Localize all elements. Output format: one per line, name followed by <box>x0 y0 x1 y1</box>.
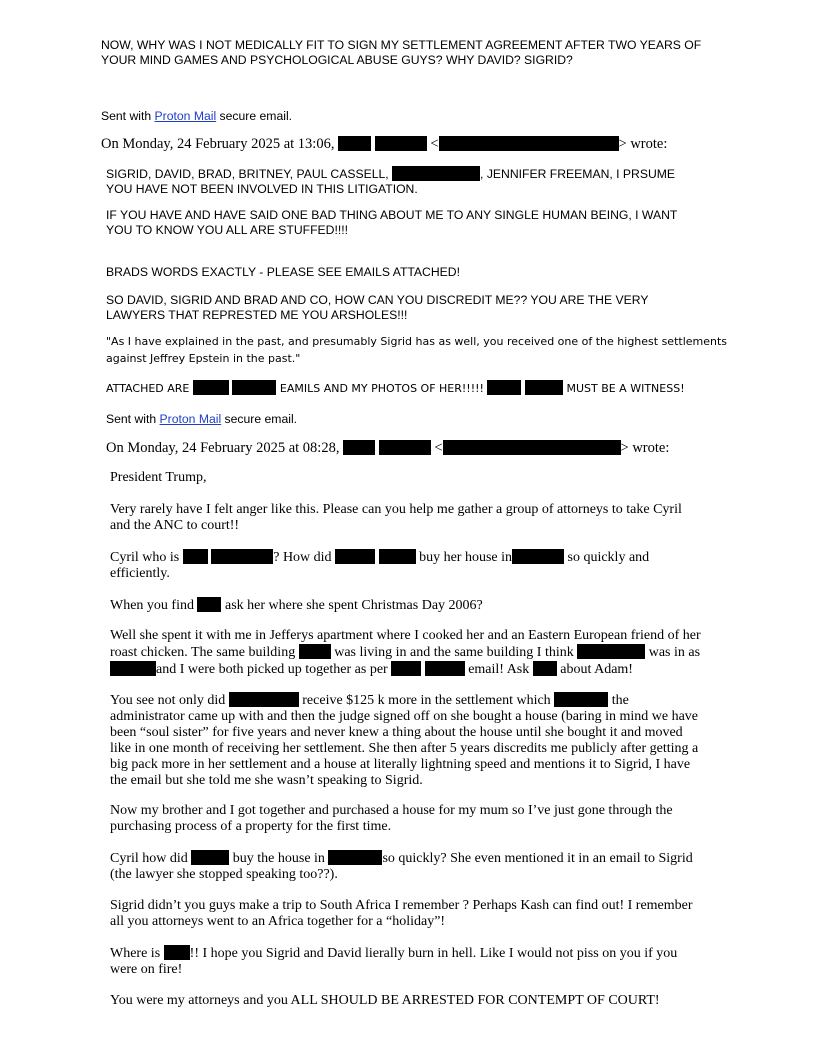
email-paragraph: BRADS WORDS EXACTLY - PLEASE SEE EMAILS ATTACHED! <box>106 265 460 279</box>
text: administrator came up with and then the judge signed off on she bought a house (baring in mind we have <box>110 709 698 724</box>
redaction <box>211 549 273 564</box>
signature-line <box>106 412 297 427</box>
redaction <box>191 850 229 865</box>
redaction <box>439 136 619 151</box>
text: big pack more in her settlement and a house at literally lightning speed and mentions it to Sigrid, I have <box>110 757 691 772</box>
text: email! Ask <box>468 662 530 677</box>
email-paragraph <box>110 803 673 835</box>
quote-header <box>106 440 669 456</box>
text: and the ANC to court!! <box>110 518 240 533</box>
text: YOU TO KNOW YOU ALL ARE STUFFED!!!! <box>106 223 348 237</box>
opening-text <box>101 38 701 68</box>
quote-date: On Monday, 24 February 2025 at 08:28, <box>106 440 340 456</box>
text: so quickly and <box>567 550 650 565</box>
redaction <box>577 644 645 659</box>
text: Very rarely have I felt anger like this. Please can you help me gather a group of attorneys to take Cyril <box>110 502 682 517</box>
text: Sigrid didn’t you guys make a trip to South Africa I remember ? Perhaps Kash can find out! I remember <box>110 898 693 913</box>
email-paragraph <box>110 692 698 789</box>
redaction <box>338 136 371 151</box>
text: roast chicken. The same building <box>110 645 296 660</box>
quote-wrote: > wrote: <box>618 136 668 152</box>
signature-prefix: Sent with <box>101 109 155 123</box>
redaction <box>299 644 331 659</box>
email-paragraph <box>110 898 693 930</box>
email-paragraph <box>110 945 677 978</box>
proton-mail-link[interactable]: Proton Mail <box>154 109 217 123</box>
signature-line <box>101 109 292 124</box>
text: was in as <box>648 645 701 660</box>
text: IF YOU HAVE AND HAVE SAID ONE BAD THING ABOUT ME TO ANY SINGLE HUMAN BEING, I WANT <box>106 208 678 222</box>
text: (the lawyer she stopped speaking too??). <box>110 867 338 882</box>
email-paragraph: You were my attorneys and you ALL SHOULD BE ARRESTED FOR CONTEMPT OF COURT! <box>110 993 660 1008</box>
text: Where is <box>110 946 161 961</box>
text: , JENNIFER FREEMAN, I PRSUME <box>480 167 676 181</box>
email-paragraph <box>110 597 483 614</box>
email-paragraph <box>106 166 675 197</box>
email-paragraph <box>106 208 677 238</box>
email-paragraph <box>110 549 649 582</box>
text: ? How did <box>273 550 332 565</box>
quote-date: On Monday, 24 February 2025 at 13:06, <box>101 136 335 152</box>
redaction <box>164 945 190 960</box>
text: the <box>611 693 629 708</box>
text: the email but she told me she wasn’t speaking to Sigrid. <box>110 773 423 788</box>
redaction <box>379 440 431 455</box>
text: LAWYERS THAT REPRESTED ME YOU ARSHOLES!!! <box>106 308 408 322</box>
email-paragraph <box>110 628 701 678</box>
text: buy her house in <box>419 550 512 565</box>
text: !! I hope you Sigrid and David lierally burn in hell. Like I would not piss on you if you <box>189 946 678 961</box>
text: were on fire! <box>110 962 183 977</box>
text: against Jeffrey Epstein in the past." <box>106 352 301 365</box>
opening-line: NOW, WHY WAS I NOT MEDICALLY FIT TO SIGN MY SETTLEMENT AGREEMENT AFTER TWO YEARS OF <box>101 38 702 52</box>
redaction <box>425 661 465 676</box>
redaction <box>375 136 427 151</box>
email-paragraph <box>110 850 693 883</box>
quote-lt: < <box>430 136 439 152</box>
text: SO DAVID, SIGRID AND BRAD AND CO, HOW CAN YOU DISCREDIT ME?? YOU ARE THE VERY <box>106 293 649 307</box>
redaction <box>525 380 563 395</box>
redaction <box>335 549 375 564</box>
text: purchasing process of a property for the first time. <box>110 819 392 834</box>
text: about Adam! <box>560 662 633 677</box>
text: MUST BE A WITNESS! <box>566 382 685 395</box>
greeting: President Trump, <box>110 470 207 485</box>
text: Cyril how did <box>110 851 188 866</box>
opening-line: YOUR MIND GAMES AND PSYCHOLOGICAL ABUSE GUYS? WHY DAVID? SIGRID? <box>101 53 573 67</box>
text: You see not only did <box>110 693 226 708</box>
email-paragraph <box>106 293 648 323</box>
redaction <box>512 549 564 564</box>
redaction <box>343 440 375 455</box>
proton-mail-link[interactable]: Proton Mail <box>159 412 222 426</box>
text: and I were both picked up together as per <box>156 662 388 677</box>
text: Cyril who is <box>110 550 180 565</box>
text: YOU HAVE NOT BEEN INVOLVED IN THIS LITIGATION. <box>106 182 418 196</box>
email-quote <box>106 333 727 367</box>
text: receive $125 k more in the settlement which <box>302 693 551 708</box>
text: ATTACHED ARE <box>106 382 190 395</box>
redaction <box>392 166 480 181</box>
redaction <box>443 440 621 455</box>
text: SIGRID, DAVID, BRAD, BRITNEY, PAUL CASSELL, <box>106 167 389 181</box>
redaction <box>554 692 608 707</box>
email-paragraph <box>106 380 685 397</box>
redaction <box>110 661 156 676</box>
redaction <box>391 661 421 676</box>
text: been “soul sister” for five years and never knew a thing about the house until she bought it and moved <box>110 725 683 740</box>
text: all you attorneys went to an Africa together for a “holiday”! <box>110 914 446 929</box>
email-paragraph <box>110 502 682 534</box>
text: When you find <box>110 598 194 613</box>
redaction <box>183 549 208 564</box>
text: "As I have explained in the past, and presumably Sigrid has as well, you received one of the highest settlements <box>106 335 728 348</box>
redaction <box>328 850 382 865</box>
quote-wrote: > wrote: <box>620 440 670 456</box>
redaction <box>232 380 276 395</box>
text: Well she spent it with me in Jefferys apartment where I cooked her and an Eastern European friend of her <box>110 628 701 643</box>
quote-header <box>101 136 667 152</box>
text: buy the house in <box>232 851 325 866</box>
quote-lt: < <box>434 440 443 456</box>
redaction <box>229 692 299 707</box>
signature-suffix: secure email. <box>216 109 293 123</box>
text: ask her where she spent Christmas Day 2006? <box>224 598 483 613</box>
text: efficiently. <box>110 566 170 581</box>
text: Now my brother and I got together and purchased a house for my mum so I’ve just gone through the <box>110 803 673 818</box>
redaction <box>533 661 557 676</box>
signature-prefix: Sent with <box>106 412 160 426</box>
signature-suffix: secure email. <box>221 412 298 426</box>
redaction <box>197 597 221 612</box>
redaction <box>379 549 416 564</box>
text: so quickly? She even mentioned it in an email to Sigrid <box>382 851 693 866</box>
text: like in one month of receiving her settlement. She then after 5 years discredits me publicly after getting a <box>110 741 699 756</box>
text: EAMILS AND MY PHOTOS OF HER!!!!! <box>279 382 484 395</box>
text: was living in and the same building I think <box>334 645 574 660</box>
redaction <box>487 380 521 395</box>
redaction <box>193 380 229 395</box>
